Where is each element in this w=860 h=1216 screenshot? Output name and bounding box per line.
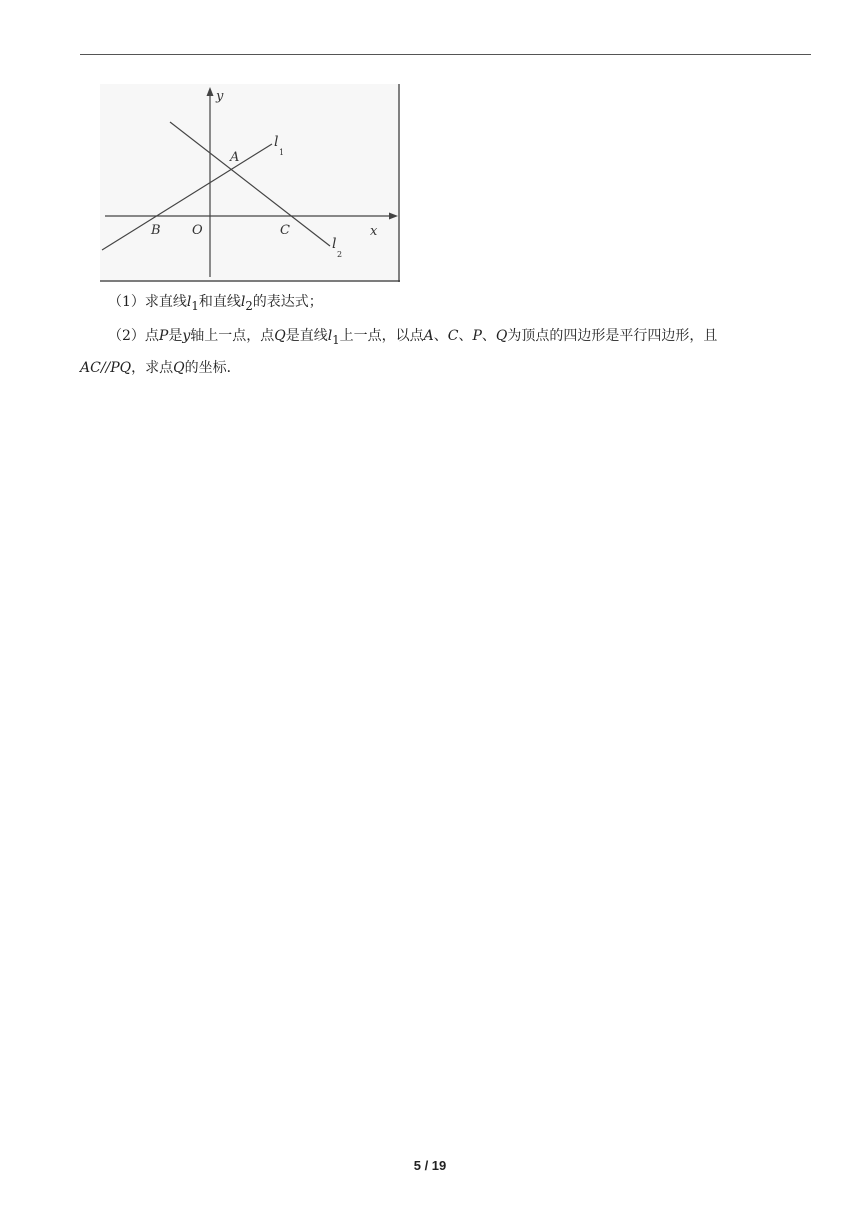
q1-l2-sub: 2 (245, 298, 253, 313)
q2-A: A (423, 328, 434, 344)
q2-t1: 是 (168, 328, 183, 344)
q2-P2: P (472, 328, 482, 344)
label-B: B (151, 223, 161, 238)
q2-t2: 轴上一点，点 (190, 328, 275, 344)
q2-sep1: 、 (433, 328, 448, 344)
coordinate-figure (100, 84, 400, 282)
q2-C: C (447, 328, 459, 344)
q2-t5: 为顶点的四边形是平行四边形，且 (507, 328, 718, 344)
q2-t3: 是直线 (285, 328, 328, 344)
header-rule (80, 54, 811, 55)
page-number: 5 / 19 (413, 1158, 447, 1173)
q2-sep2: 、 (458, 328, 473, 344)
q2-l: l (327, 328, 333, 344)
q1-mid: 和直线 (198, 294, 241, 310)
q2-y: y (182, 328, 191, 344)
q2-line2-t2: 的坐标． (184, 360, 241, 376)
figure-background (100, 84, 400, 282)
q1-l2: l (240, 294, 246, 310)
q2-t4: 上一点，以点 (339, 328, 424, 344)
q2-sep3: 、 (481, 328, 496, 344)
q1-l1-sub: 1 (191, 298, 199, 313)
q1-l1: l (186, 294, 192, 310)
label-O: O (192, 223, 203, 238)
question-2-line-1 (108, 326, 717, 350)
label-l1-sub: 1 (279, 148, 285, 157)
label-x: x (370, 224, 378, 239)
label-C: C (280, 223, 290, 238)
q2-Q3: Q (173, 360, 185, 376)
question-2-line-2 (80, 358, 241, 378)
q2-ac-pq: AC//PQ (80, 360, 132, 376)
question-1 (108, 292, 323, 316)
q2-line2-t1: ，求点 (131, 360, 174, 376)
q2-Q2: Q (495, 328, 508, 344)
label-l1: l (274, 134, 279, 150)
q2-Q: Q (274, 328, 286, 344)
q1-prefix: （1）求直线 (108, 294, 187, 310)
label-l2: l (332, 236, 337, 252)
label-l2-sub: 2 (337, 250, 343, 259)
q2-prefix: （2）点 (108, 328, 159, 344)
figure-svg (100, 84, 400, 282)
q2-P: P (158, 328, 169, 344)
label-A: A (230, 150, 240, 165)
label-y: y (216, 89, 224, 104)
q2-l-sub: 1 (332, 332, 340, 347)
q1-suffix: 的表达式； (252, 294, 323, 310)
